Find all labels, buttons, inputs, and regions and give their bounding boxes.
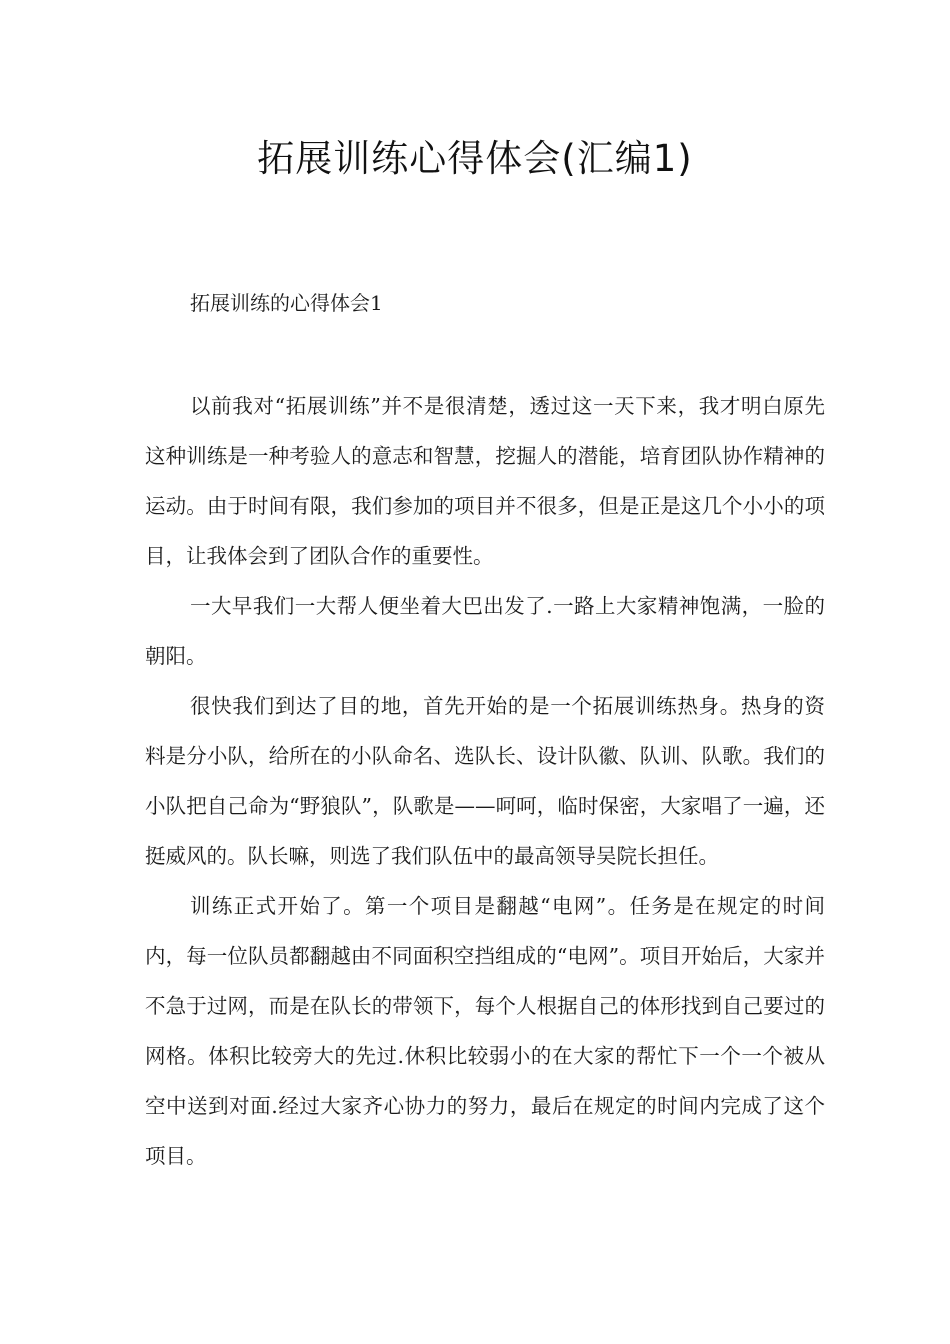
paragraph-1: 以前我对“拓展训练”并不是很清楚，透过这一天下来，我才明白原先这种训练是一种考验人的意志和智慧，挖掘人的潜能，培育团队协作精神的运动。由于时间有限，我们参加的项目并不很多，但是正是这几个小小的项目，让我体会到了团队合作的重要性。 — [145, 394, 825, 568]
document-title: 拓展训练心得体会(汇编1) — [257, 137, 693, 180]
document-body — [145, 381, 825, 1181]
paragraph-4: 训练正式开始了。第一个项目是翻越“电网”。任务是在规定的时间内，每一位队员都翻越由不同面积空挡组成的“电网”。项目开始后，大家并不急于过网，而是在队长的带领下，每个人根据自己的体形找到自己要过的网格。体积比较旁大的先过.休积比较弱小的在大家的帮忙下一个一个被从空中送到对面.经过大家齐心协力的努力，最后在规定的时间内完成了这个项目。 — [145, 894, 825, 1168]
paragraph-3: 很快我们到达了目的地，首先开始的是一个拓展训练热身。热身的资料是分小队，给所在的小队命名、选队长、设计队徽、队训、队歌。我们的小队把自己命为“野狼队”，队歌是——呵呵，临时保密，大家唱了一遍，还挺威风的。队长嘛，则选了我们队伍中的最高领导吴院长担任。 — [145, 694, 825, 868]
paragraph-2: 一大早我们一大帮人便坐着大巴出发了.一路上大家精神饱满，一脸的朝阳。 — [145, 594, 825, 668]
section-subtitle: 拓展训练的心得体会1 — [190, 291, 383, 315]
